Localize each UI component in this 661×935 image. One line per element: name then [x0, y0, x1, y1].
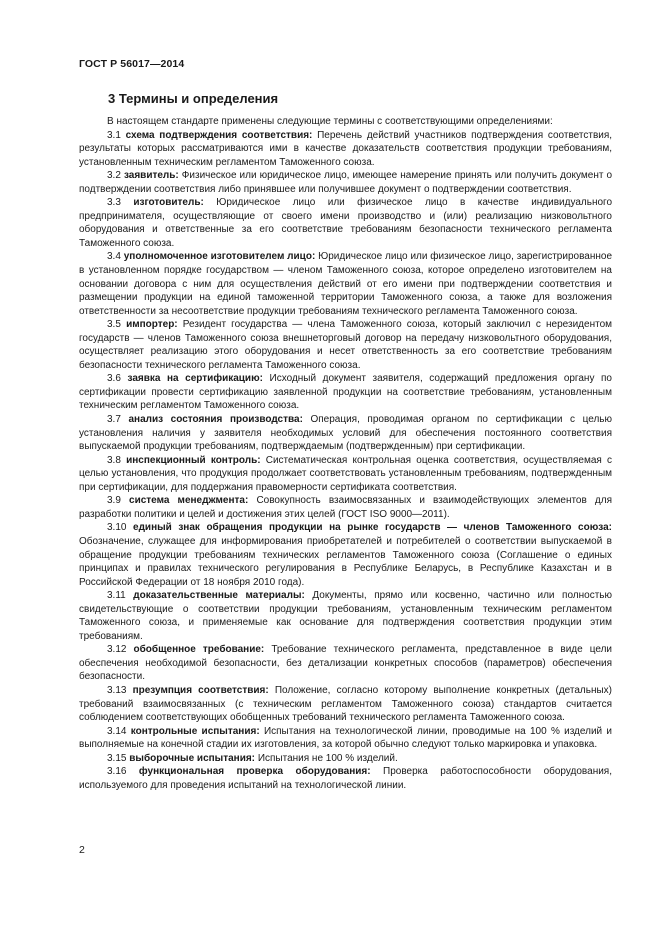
term-definition: Положение, согласно которому выполнение конкретных (детальных) требований взаимосвязанных (с техническим регламентом Таможенного союза) стандартов считается соблюдением соответствующих обобщенных требований технического регламента Таможенного союза.	[79, 684, 612, 724]
term-paragraph	[79, 129, 612, 170]
term-name: функциональная проверка оборудования:	[138, 766, 371, 778]
term-paragraph	[79, 589, 612, 643]
term-name: доказательственные материалы:	[133, 590, 305, 602]
term-name: анализ состояния производства:	[128, 414, 303, 426]
term-name: импортер:	[126, 319, 178, 331]
term-definition: Юридическое лицо или физическое лицо, зарегистрированное в установленном порядке государством — членом Таможенного союза, которое определено изготовителем на основании договора с ним для осуществления действий от его имени при подтверждении соответствия и размещении продукции на единой таможенной территории Таможенного союза, а также для возложения ответственности за несоответствие продукции требованиям технического регламента Таможенного союза.	[79, 251, 613, 317]
term-paragraph	[79, 318, 612, 372]
term-number: 3.15	[107, 752, 127, 764]
term-paragraph	[79, 643, 612, 684]
page-number: 2	[79, 844, 85, 856]
term-number: 3.1	[107, 129, 121, 141]
term-paragraph	[79, 725, 612, 752]
term-definition: Требование технического регламента, представленное в виде цели обеспечения необходимой безопасности, без детализации конкретных способов (параметров) обеспечения безопасности.	[79, 644, 612, 683]
term-number: 3.16	[107, 766, 127, 778]
term-name: заявитель:	[123, 170, 179, 182]
term-paragraph	[79, 196, 612, 250]
term-number: 3.11	[107, 590, 126, 602]
term-name: схема подтверждения соответствия:	[125, 129, 313, 141]
term-number: 3.6	[107, 373, 121, 385]
term-name: презумпция соответствия:	[132, 684, 269, 696]
term-paragraph	[79, 169, 612, 196]
term-definition: Проверка работоспособности оборудования, используемого для проведения испытаний на технологической линии.	[79, 766, 612, 791]
term-number: 3.13	[107, 684, 127, 696]
term-paragraph	[79, 372, 612, 413]
term-name: контрольные испытания:	[130, 725, 260, 737]
term-definition: Юридическое лицо или физическое лицо в качестве индивидуального предпринимателя, осуществляющие от своего имени производство и (или) реализацию низковольтного оборудования и ответственные за его соответствие требованиям безопасности технического регламента Таможенного союза.	[79, 197, 613, 249]
term-number: 3.12	[107, 644, 127, 656]
term-name: обобщенное требование:	[133, 644, 265, 656]
term-definition: Испытания не 100 % изделий.	[257, 752, 398, 764]
term-paragraph	[79, 454, 612, 495]
document-header: ГОСТ Р 56017—2014	[79, 58, 185, 70]
term-definition: Резидент государства — члена Таможенного союза, который заключил с нерезидентом государств — членов Таможенного союза внешнеторговый договор на передачу низковольтного оборудования, осуществляет реализацию этого оборудования и несет ответственность за его соответствие требованиям безопасности технического регламента Таможенного союза.	[79, 319, 613, 371]
term-definition: Физическое или юридическое лицо, имеющее намерение принять или получить документ о подтверждении соответствия либо принявшее или получившее документ о подтверждении соответствия.	[79, 170, 613, 195]
term-number: 3.14	[107, 725, 127, 737]
term-definition: Операция, проводимая органом по сертификации с целью установления наличия у заявителя необходимых условий для обеспечения постоянного соответствия выпускаемой продукции требованиям, подтверждаемым (подтвержденным) при сертификации.	[79, 414, 613, 453]
term-name: заявка на сертификацию:	[127, 373, 263, 385]
term-name: выборочные испытания:	[129, 752, 256, 764]
term-number: 3.8	[107, 454, 121, 466]
term-definition: Систематическая контрольная оценка соответствия, осуществляемая с целью установления, что продукция продолжает соответствовать установленным требованиям, подтвержденным при сертификации, для поддержания правомерности сертификата соответствия.	[79, 454, 613, 493]
term-number: 3.7	[107, 414, 121, 426]
term-name: единый знак обращения продукции на рынке государств — членов Таможенного союза:	[133, 522, 612, 534]
term-number: 3.10	[107, 522, 127, 534]
term-number: 3.4	[107, 251, 121, 263]
terms-body	[79, 115, 612, 792]
term-definition: Исходный документ заявителя, содержащий предложения органу по сертификации провести сертификацию заявленной продукции на соответствие требованиям, установленным техническим регламентом Таможенного союза.	[79, 373, 612, 412]
term-paragraph	[79, 765, 612, 792]
term-name: система менеджмента:	[129, 495, 249, 507]
term-paragraph	[79, 494, 612, 521]
term-number: 3.5	[107, 319, 121, 331]
term-number: 3.2	[107, 170, 121, 182]
intro-paragraph: В настоящем стандарте применены следующие термины с соответствующими определениями:	[107, 116, 553, 127]
term-paragraph	[79, 684, 612, 725]
term-paragraph	[79, 752, 612, 766]
terms-list	[79, 129, 612, 793]
section-title: 3 Термины и определения	[108, 91, 279, 106]
term-definition: Перечень действий участников подтверждения соответствия, результаты которых рассматриваются ими в качестве доказательств соответствия продукции требованиям, установленным техническим регламентом Таможенного союза.	[79, 129, 613, 168]
term-paragraph	[79, 521, 612, 589]
term-number: 3.3	[107, 197, 121, 209]
term-definition: Документы, прямо или косвенно, частично или полностью свидетельствующие о соответствии продукции требованиям, установленным техническим регламентом Таможенного союза, и применяемые как основание для подтверждения соответствия продукции этим требованиям.	[79, 590, 612, 642]
term-name: изготовитель:	[133, 197, 204, 209]
term-paragraph	[79, 250, 612, 318]
term-definition: Совокупность взаимосвязанных и взаимодействующих элементов для разработки политики и целей и достижения этих целей (ГОСТ ISO 9000—2011).	[79, 495, 612, 520]
term-definition: Испытания на технологической линии, проводимые на 100 % изделий и выполняемые на конечной стадии их изготовления, за которой обычно следуют только маркировка и упаковка.	[79, 725, 612, 751]
term-paragraph	[79, 413, 612, 454]
term-name: инспекционный контроль:	[126, 454, 261, 466]
term-definition: Обозначение, служащее для информирования приобретателей и потребителей о соответствии выпускаемой в обращение продукции требованиям технических регламентов Таможенного союза (Соглашение о единых принципах и правилах технического регулирования в Республике Беларусь, в Республике Казахстан и в Российской Федерации от 18 ноября 2010 года).	[79, 535, 612, 588]
term-number: 3.9	[107, 495, 121, 507]
term-name: уполномоченное изготовителем лицо:	[123, 251, 316, 263]
